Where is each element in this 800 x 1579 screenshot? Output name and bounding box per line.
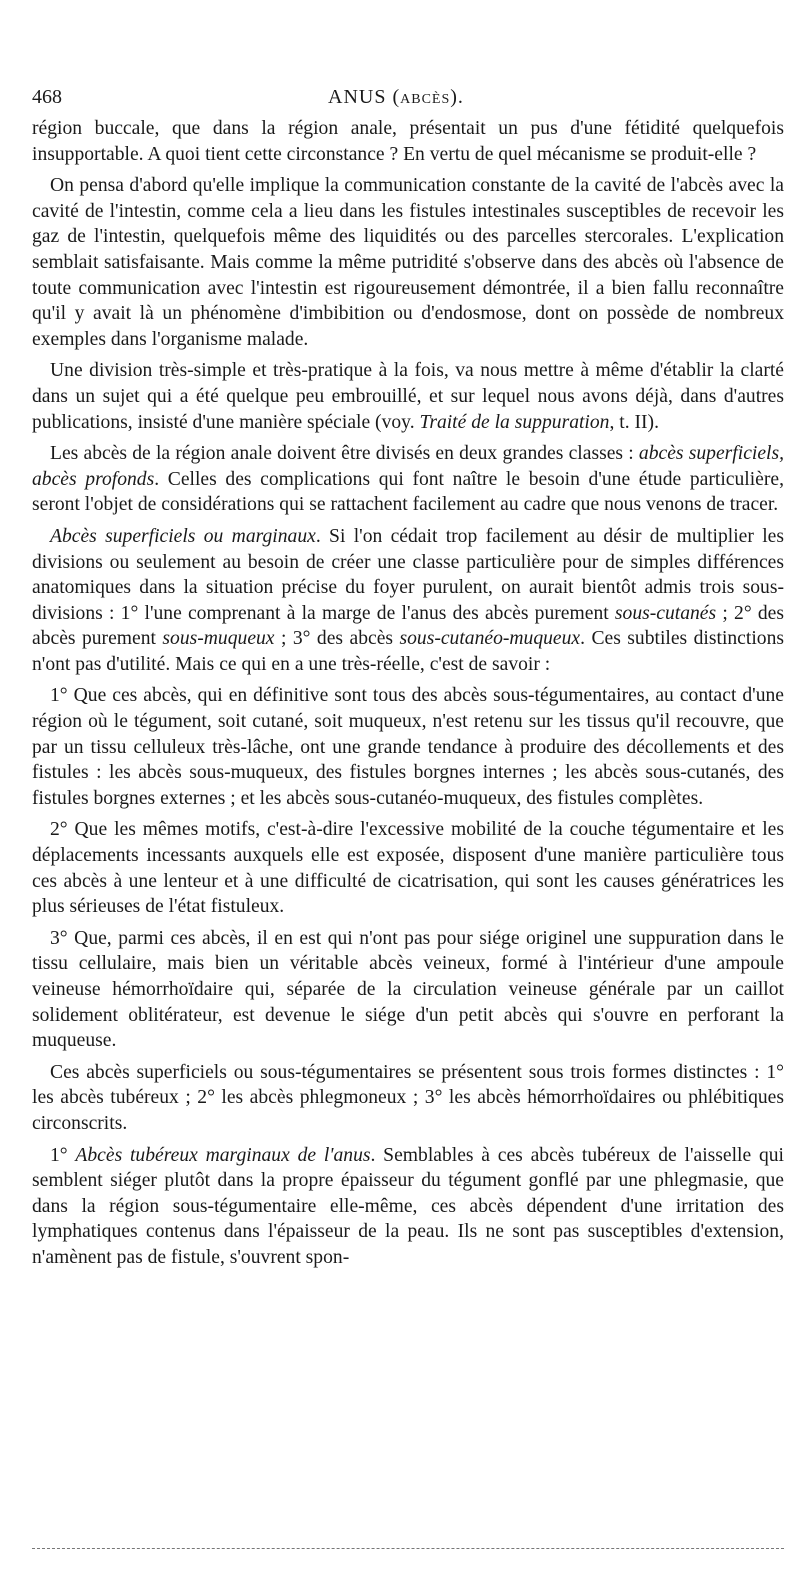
text-run: Les abcès de la région anale doivent être divisés en deux grandes classes :	[50, 443, 639, 465]
text-run: 2° Que les mêmes motifs, c'est-à-dire l'excessive mobilité de la couche tégumentaire et les déplacements incessants auxquels elle est exposée, disposent d'une manière particulière tous ces abcès à une lenteur et à une difficulté de cicatrisation, qui sont les causes génératrices les plus sérieuses de l'état fistuleux.	[32, 819, 784, 918]
text-run: région buccale, que dans la région anale, présentait un pus d'une fétidité quelquefois insupportable. A quoi tient cette circonstance ? En vertu de quel mécanisme se produit-elle ?	[32, 118, 784, 165]
text-run: . Celles des complications qui font naître le besoin d'une étude particulière, seront l'objet de considérations qui se rattachent facilement au cadre que nous venons de tracer.	[32, 468, 784, 516]
paragraph	[32, 116, 784, 167]
footer-rule	[32, 1548, 784, 1549]
paragraph	[32, 524, 784, 678]
paragraph	[32, 683, 784, 811]
text-run: , t. II).	[609, 411, 659, 433]
text-run: . Ces subtiles distinctions n'ont pas d'utilité. Mais ce qui en a une très-réelle, c'est de savoir :	[32, 628, 784, 675]
paragraph	[32, 441, 784, 518]
italic-run: Abcès tubéreux marginaux de l'anus	[75, 1144, 371, 1166]
text-run: On pensa d'abord qu'elle implique la communication constante de la cavité de l'abcès avec la cavité de l'intestin, comme cela a lieu dans les fistules intestinales susceptibles de recevoir les gaz de l'intestin, quelquefois même des liquidités ou des parcelles stercorales. L'explication semblait satisfaisante. Mais comme la même putridité s'observe dans des abcès où l'absence de toute communication avec l'intestin est rigoureusement démontrée, il a bien fallu reconnaître qu'il y avait là un phénomène d'imbibition ou d'endosmose, dont on possède de nombreux exemples dans l'organisme malade.	[32, 175, 784, 350]
italic-run: sous-cutanéo-muqueux	[399, 628, 581, 650]
body-text	[32, 116, 784, 1277]
italic-run: sous-cutanés	[614, 602, 717, 624]
text-run: 3° Que, parmi ces abcès, il en est qui n'ont pas pour siége originel une suppuration dans le tissu cellulaire, mais bien un véritable abcès veineux, formé à l'intérieur d'une ampoule veineuse hémorrhoïdaire qui, séparée de la circulation veineuse générale par un caillot solidement oblitérateur, est devenue le siége d'un petit abcès qui s'ouvre en perforant la muqueuse.	[32, 927, 784, 1052]
paragraph	[32, 358, 784, 435]
paragraph	[32, 926, 784, 1054]
paragraph	[32, 173, 784, 352]
paragraph	[32, 1060, 784, 1137]
italic-run: abcès superficiels, abcès profonds	[32, 443, 784, 490]
page-number: 468	[32, 86, 62, 108]
italic-run: Traité de la suppuration	[419, 411, 610, 433]
text-run: Une division très-simple et très-pratique à la fois, va nous mettre à même d'établir la clarté dans un sujet qui a été quelque peu embrouillé, et sur lequel nous avons déjà, dans d'autres publications, insisté d'une manière spéciale (voy.	[32, 360, 784, 433]
running-title-end: ).	[450, 86, 464, 108]
text-run: Ces abcès superficiels ou sous-tégumentaires se présentent sous trois formes distinctes : 1° les abcès tubéreux ; 2° les abcès phlegmoneux ; 3° les abcès hémorrhoïdaires ou phlébitiques circonscrits.	[32, 1061, 784, 1134]
text-run: 1° Que ces abcès, qui en définitive sont tous des abcès sous-tégumentaires, au contact d'une région où le tégument, soit cutané, soit muqueux, n'est retenu sur les tissus qu'il recouvre, que par un tissu celluleux très-lâche, ont une grande tendance à produire des décollements et des fistules : les abcès sous-muqueux, des fistules borgnes internes ; les abcès sous-cutanés, des fistules borgnes externes ; et les abcès sous-cutanéo-muqueux, des fistules complètes.	[32, 685, 784, 809]
running-title	[328, 86, 464, 109]
italic-run: Abcès superficiels ou marginaux	[50, 525, 316, 547]
paragraph	[32, 817, 784, 919]
running-title-subject: ABCÈS	[400, 92, 451, 107]
paragraph	[32, 1143, 784, 1271]
text-run: ; 2° des abcès purement	[32, 602, 784, 650]
running-title-main: ANUS (	[328, 86, 401, 108]
text-run: 1°	[50, 1144, 76, 1166]
text-run: . Semblables à ces abcès tubéreux de l'aisselle qui semblent siéger plutôt dans la propre épaisseur du tégument gonflé par une phlegmasie, que dans la région sous-tégumentaire elle-même, ces abcès dépendent d'une irritation des lymphatiques contenus dans l'épaisseur de la peau. Ils ne sont pas susceptibles d'extension, n'amènent pas de fistule, s'ouvrent spon-	[32, 1144, 784, 1268]
italic-run: sous-muqueux	[162, 628, 275, 650]
text-run: ; 3° des abcès	[274, 628, 400, 650]
running-header	[32, 86, 784, 114]
text-run: . Si l'on cédait trop facilement au désir de multiplier les divisions ou seulement au besoin de créer une classe particulière pour de simples différences anatomiques dans la situation précise du foyer purulent, on aurait bientôt admis trois sous-divisions : 1° l'une comprenant à la marge de l'anus des abcès purement	[32, 525, 784, 624]
